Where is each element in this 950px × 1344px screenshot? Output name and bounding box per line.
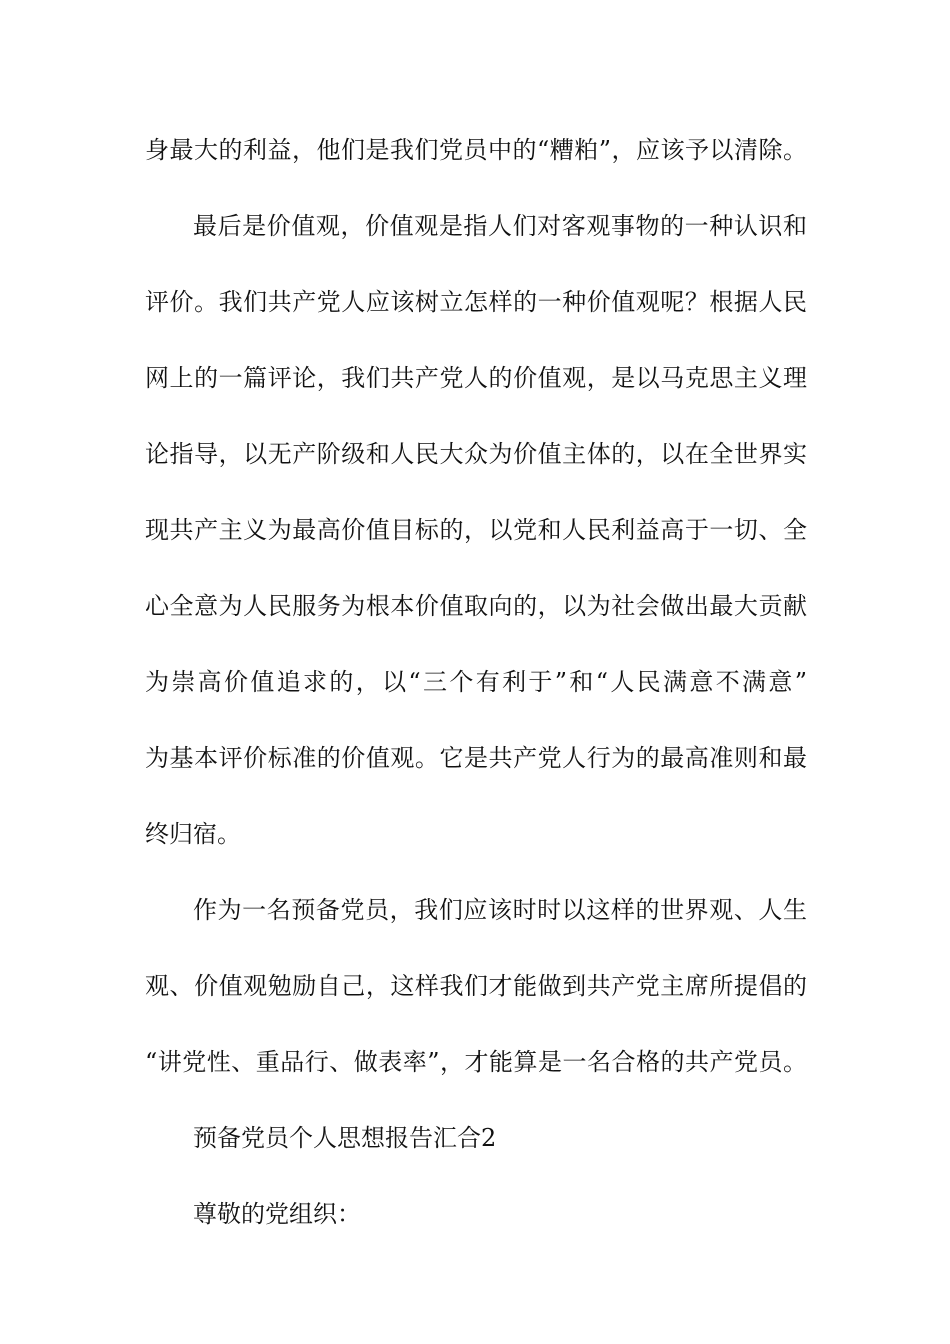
text-line-6: 现共产主义为最高价值目标的，以党和人民利益高于一切、全	[145, 516, 807, 544]
text-line-5: 论指导，以无产阶级和人民大众为价值主体的，以在全世界实	[145, 440, 807, 468]
text-line-10: 终归宿。	[145, 820, 241, 848]
text-line-1: 身最大的利益，他们是我们党员中的“糟粕”，应该予以清除。	[145, 136, 807, 164]
text-line-8: 为崇高价值追求的，以“三个有利于”和“人民满意不满意”	[145, 668, 807, 696]
text-line-4: 网上的一篇评论，我们共产党人的价值观，是以马克思主义理	[145, 364, 807, 392]
text-line-7: 心全意为人民服务为根本价值取向的，以为社会做出最大贡献	[145, 592, 807, 620]
text-line-2: 最后是价值观，价值观是指人们对客观事物的一种认识和	[193, 212, 807, 240]
text-line-11: 作为一名预备党员，我们应该时时以这样的世界观、人生	[193, 896, 807, 924]
text-line-9: 为基本评价标准的价值观。它是共产党人行为的最高准则和最	[145, 744, 807, 772]
section-heading: 预备党员个人思想报告汇合2	[193, 1124, 497, 1152]
salutation: 尊敬的党组织：	[193, 1200, 361, 1228]
text-line-12: 观、价值观勉励自己，这样我们才能做到共产党主席所提倡的	[145, 972, 807, 1000]
text-line-13: “讲党性、重品行、做表率”，才能算是一名合格的共产党员。	[145, 1048, 807, 1076]
text-line-3: 评价。我们共产党人应该树立怎样的一种价值观呢？根据人民	[145, 288, 807, 316]
